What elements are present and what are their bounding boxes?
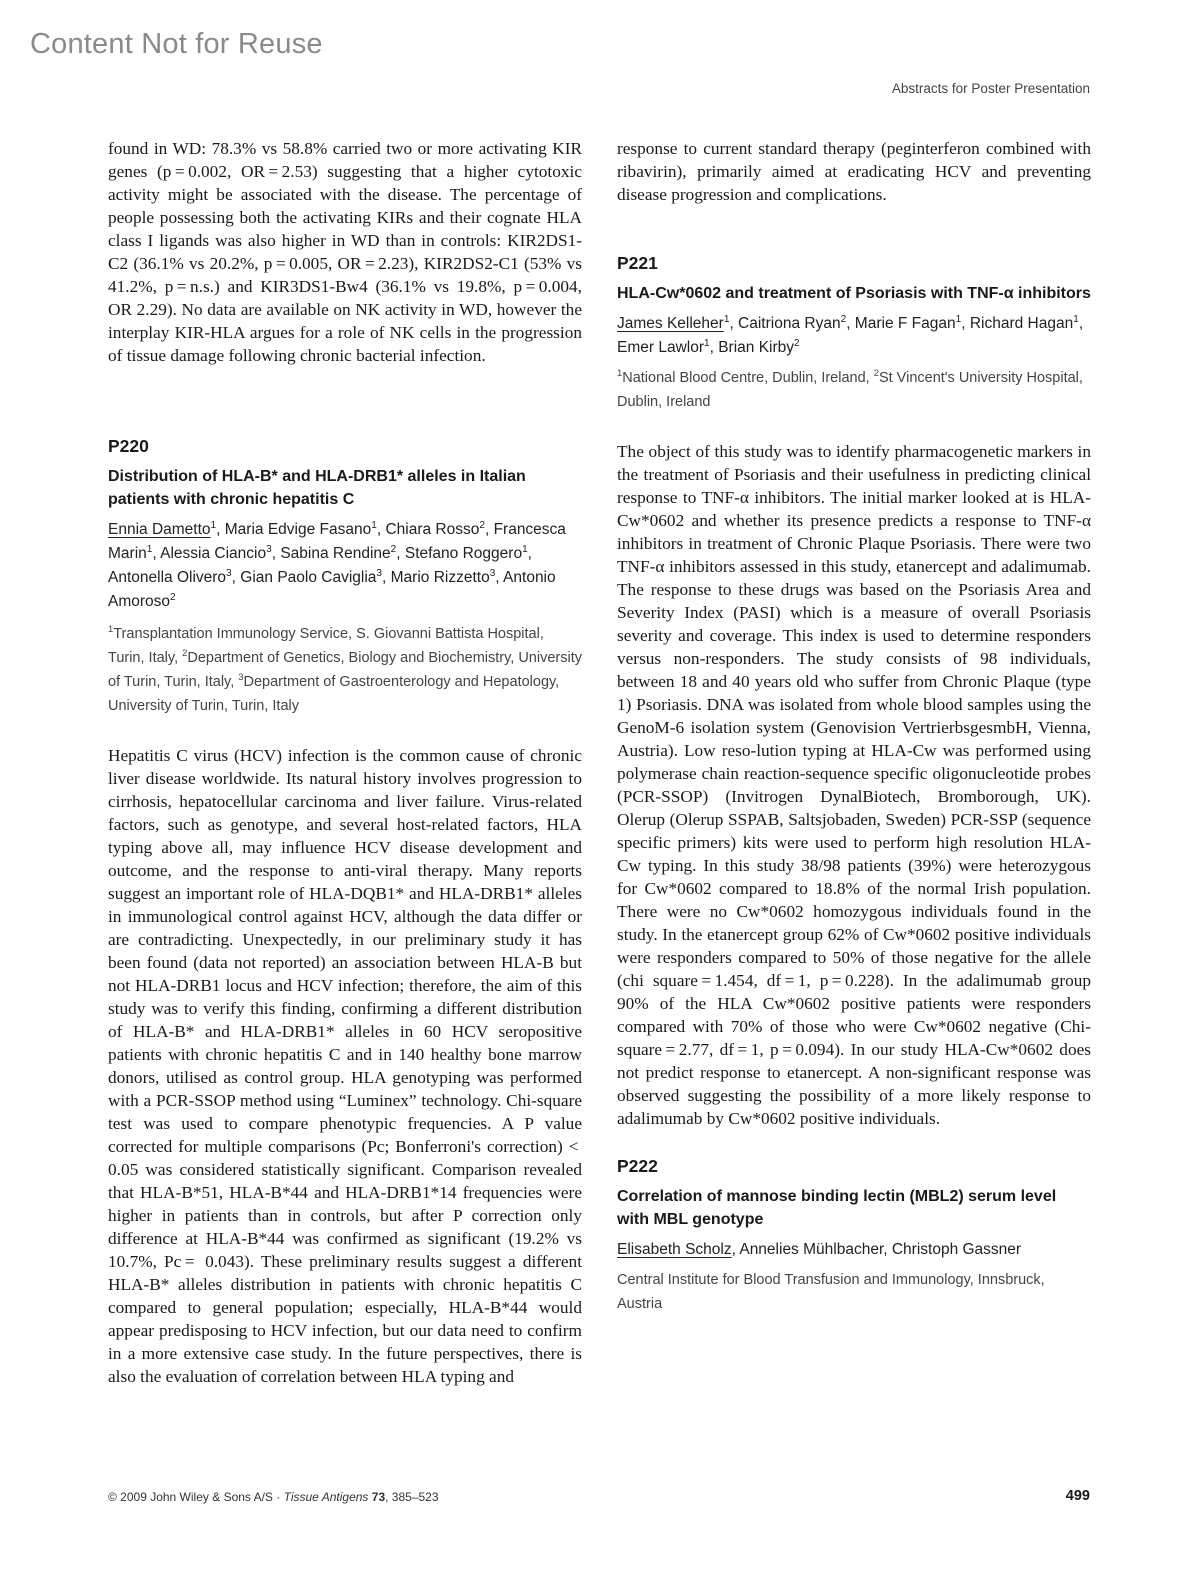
abstract-affiliations: $^1$Transplantation Immunology Service, S. Giovanni Battista Hospital, Turin, Italy, $^2$Department of Genetics, Biology and Biochemistry, University of Turin, Turin, Italy, $^3$Department of Gastroenterology and Hepatology, University of Turin, Turin, Italy bbox=[108, 623, 582, 714]
continuation-text: response to current standard therapy (peginterferon combined with ribavirin), primarily aimed at eradicating HCV and preventing disease progression and complications. bbox=[617, 139, 1091, 204]
co-author: , Stefano Roggero bbox=[396, 545, 523, 562]
journal-name: Tissue Antigens bbox=[283, 1490, 369, 1504]
continuation-text: found in WD: 78.3% vs 58.8% carried two or more activating KIR genes (p = 0.002, OR = 2.53) suggesting that a higher cytotoxic activity might be associated with the disease. The percentage of people possessing both the activating KIRs and their cognate HLA class I ligands was also higher in WD than in controls: KIR2DS1-C2 (36.1% vs 20.2%, p = 0.005, OR = 2.23), KIR2DS2-C1 (53% vs 41.2%, p = n.s.) and KIR3DS1-Bw4 (36.1% vs 19.8%, p = 0.004, OR 2.29). No data are available on NK activity in WD, however the interplay KIR-HLA argues for a role of NK cells in the progression of tissue damage following chronic bacterial infection. bbox=[108, 139, 582, 365]
co-author: , Antonella Olivero bbox=[108, 545, 532, 586]
abstract-authors: Ennia Dametto$^1$, Maria Edvige Fasano$^1$, Chiara Rosso$^2$, Francesca Marin$^1$, Alessia Ciancio$^3$, Sabina Rendine$^2$, Stefano Roggero$^1$, Antonella Olivero$^3$, Gian Paolo Caviglia$^3$, Mario Rizzetto$^3$, Antonio Amoroso$^2$ bbox=[108, 519, 566, 610]
abstract-id: P221 bbox=[617, 253, 658, 273]
left-column bbox=[108, 137, 582, 1388]
right-column bbox=[617, 137, 1091, 1316]
abstract-body: Hepatitis C virus (HCV) infection is the common cause of chronic liver disease worldwide. Its natural history involves progression to cirrhosis, hepatocellular carcinoma and liver failure. Virus-related factors, such as genotype, and several host-related factors, HLA typing above all, may influence HCV disease development and outcome, and the response to anti-viral therapy. Many reports suggest an important role of HLA-DQB1* and HLA-DRB1* alleles in immunological control against HCV, although the data differ or are contradicting. Unexpectedly, in our preliminary study it has been found (data not reported) an association between HLA-B but not HLA-DRB1 locus and HCV infection; therefore, the aim of this study was to verify this finding, confirming a different distribution of HLA-B* and HLA-DRB1* alleles in 60 HCV seropositive patients with chronic hepatitis C and in 140 healthy bone marrow donors, utilised as control group. HLA genotyping was performed with a PCR-SSOP method using “Luminex” technology. Chi-square test was used to compare phenotypic frequencies. A P value corrected for multiple comparisons (Pc; Bonferroni's correction) < 0.05 was considered statistically significant. Comparison revealed that HLA-B*51, HLA-B*44 and HLA-DRB1*14 frequencies were higher in patients than in controls, but after P correction only difference at HLA-B*44 was confirmed as significant (19.2% vs 10.7%, Pc = 0.043). These preliminary results suggest a different HLA-B* alleles distribution in patients with chronic hepatitis C compared to general population; especially, HLA-B*44 would appear predisposing to HCV infection, but our data need to confirm in a more extensive case study. In the future perspectives, there is also the evaluation of correlation between HLA typing and bbox=[108, 746, 582, 1386]
presenting-author: James Kelleher bbox=[617, 315, 724, 332]
abstract-id: P220 bbox=[108, 436, 149, 456]
abstract-authors: James Kelleher$^1$, Caitriona Ryan$^2$, Marie F Fagan$^1$, Richard Hagan$^1$, Emer Lawlor$^1$, Brian Kirby$^2$ bbox=[617, 313, 1084, 356]
co-author: , Gian Paolo Caviglia bbox=[231, 569, 377, 586]
presenting-author: Elisabeth Scholz bbox=[617, 1241, 732, 1258]
abstract-affiliations: Central Institute for Blood Transfusion and Immunology, Innsbruck, Austria bbox=[617, 1272, 1045, 1312]
page-number: 499 bbox=[1065, 1488, 1090, 1504]
abstract-authors: Elisabeth Scholz, Annelies Mühlbacher, Christoph Gassner bbox=[617, 1241, 1022, 1258]
co-author: , Francesca Marin bbox=[108, 521, 566, 562]
co-author: , Antonio Amoroso bbox=[108, 569, 556, 610]
presenting-author: Ennia Dametto bbox=[108, 521, 211, 538]
running-head: Abstracts for Poster Presentation bbox=[891, 81, 1090, 96]
journal-volume: 73 bbox=[371, 1490, 386, 1504]
co-author: , Maria Edvige Fasano bbox=[216, 521, 372, 538]
co-author: , Alessia Ciancio bbox=[152, 545, 267, 562]
abstract-body: The object of this study was to identify pharmacogenetic markers in the treatment of Psoriasis and their usefulness in predicting clinical response to TNF-α inhibitors. The initial marker looked at is HLA-Cw*0602 and whether its presence predicts a response to TNF-α inhibitors in treatment of Chronic Plaque Psoriasis. There were two TNF-α inhibitors assessed in this study, etanercept and adalimumab. The response to these drugs was based on the Psoriasis Area and Severity Index (PASI) which is a measure of overall Psoriasis severity and coverage. This index is used to determine responders versus non-responders. The study consists of 98 individuals, between 18 and 40 years old who suffer from Chronic Plaque (type 1) Psoriasis. DNA was isolated from whole blood samples using the GenoM-6 isolation system (Genovision VertrierbsgesmbH, Vienna, Austria). Low reso-lution typing at HLA-Cw was performed using polymerase chain reaction-sequence specific oligonucleotide probes (PCR-SSOP) (Invitrogen DynalBiotech, Bromborough, UK). Olerup (Olerup SSPAB, Saltsjobaden, Sweden) PCR-SSP (sequence specific primers) kits were used to perform high resolution HLA-Cw typing. In this study 38/98 patients (39%) were heterozygous for Cw*0602 compared to 18.8% of the normal Irish population. There were no Cw*0602 homozygous individuals found in the study. In the etanercept group 62% of Cw*0602 positive individuals were responders compared to 50% of those negative for the allele (chi square = 1.454, df = 1, p = 0.228). In the adalimumab group 90% of the HLA Cw*0602 positive patients were responders compared with 70% of those who were Cw*0602 negative (Chi-square = 2.77, df = 1, p = 0.094). In our study HLA-Cw*0602 does not predict response to etanercept. A non-significant response was observed suggesting the possibility of a more likely response to adalimumab by Cw*0602 positive individuals. bbox=[617, 442, 1091, 1128]
watermark: Content Not for Reuse bbox=[30, 28, 323, 60]
co-author: , Sabina Rendine bbox=[271, 545, 391, 562]
abstract-title: Correlation of mannose binding lectin (MBL2) serum level with MBL genotype bbox=[617, 1188, 1057, 1228]
footer-citation: © 2009 John Wiley & Sons A/S · Tissue Antigens 73, 385–523 bbox=[108, 1490, 439, 1504]
abstract-id: P222 bbox=[617, 1156, 658, 1176]
abstract-affiliations: $^1$National Blood Centre, Dublin, Ireland, $^2$St Vincent's University Hospital, Dublin, Ireland bbox=[617, 367, 1083, 410]
co-author: , Chiara Rosso bbox=[376, 521, 480, 538]
abstract-title: Distribution of HLA-B* and HLA-DRB1* alleles in Italian patients with chronic hepatitis C bbox=[108, 468, 526, 508]
abstract-title: HLA-Cw*0602 and treatment of Psoriasis with TNF-α inhibitors bbox=[617, 285, 1091, 302]
co-author: , Mario Rizzetto bbox=[382, 569, 490, 586]
